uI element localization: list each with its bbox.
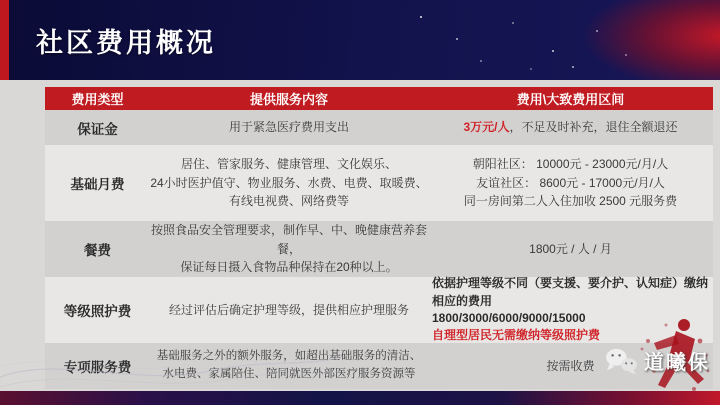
- service-line: 24小时医护值守、物业服务、水费、电费、取暖费、: [150, 175, 428, 190]
- service-content-cell: [150, 343, 428, 389]
- service-line: 居住、管家服务、健康管理、文化娱乐、: [180, 157, 397, 172]
- fee-range-cell: [428, 110, 713, 145]
- brand-name: 道曦保: [644, 352, 710, 374]
- fee-line: 1800元 / 人 / 月: [529, 241, 612, 256]
- star-dots-decoration: [420, 16, 422, 18]
- table-row: [45, 145, 713, 221]
- left-accent-bar: [0, 0, 9, 80]
- service-line: 有线电视费、网络费等: [228, 194, 349, 209]
- fee-line: 依据护理等级不同（要支援、要介护、认知症）缴纳相应的费用: [432, 276, 709, 308]
- bottom-bar: [0, 391, 720, 405]
- fee-range-cell: [428, 221, 713, 277]
- fee-line: 同一房间第二人入住加收 2500 元服务费: [463, 194, 678, 209]
- table-header-row: [45, 87, 713, 110]
- service-line: 基础服务之外的额外服务，如超出基础服务的清洁、水电费、家属陪住、陪同就医外部医疗服务资源等: [156, 350, 422, 380]
- service-content-cell: [150, 221, 428, 277]
- service-content-cell: [150, 277, 428, 343]
- fee-type-label: 餐费: [84, 243, 111, 258]
- fee-line: 1800/3000/6000/9000/15000: [432, 311, 586, 325]
- fee-line: 按需收费: [546, 358, 595, 373]
- service-line: 按照食品安全管理要求，制作早、中、晚健康营养套餐，: [150, 223, 427, 256]
- fee-text: ，不足及时补充，退住全额退还: [509, 120, 678, 135]
- wechat-icon: [604, 347, 638, 375]
- column-header-fee-range: 费用\大致费用区间: [516, 92, 625, 107]
- brand-row: [604, 346, 710, 375]
- fee-type-label: 专项服务费: [63, 360, 132, 375]
- service-line: 经过评估后确定护理等级，提供相应护理服务: [168, 302, 409, 317]
- fee-note-red: 自理型居民无需缴纳等级照护费: [432, 328, 601, 343]
- fee-type-label: 等级照护费: [63, 304, 132, 319]
- red-glow-decoration: [450, 0, 720, 80]
- fee-line: [463, 118, 677, 137]
- title-band: [0, 0, 720, 80]
- fee-range-cell: [428, 145, 713, 221]
- fee-highlight: 3万元/人: [463, 120, 510, 135]
- service-line: 用于紧急医疗费用支出: [228, 120, 349, 135]
- table-row: [45, 110, 713, 145]
- column-header-service-content: 提供服务内容: [249, 92, 328, 107]
- fee-type-label: 基础月费: [70, 177, 125, 192]
- service-content-cell: [150, 145, 428, 221]
- service-content-cell: [150, 110, 428, 145]
- fee-line: 友谊社区： 8600元 - 17000元/月/人: [476, 175, 665, 190]
- column-header-fee-type: 费用类型: [71, 92, 124, 107]
- fee-line: 朝阳社区： 10000元 - 23000元/月/人: [472, 157, 669, 172]
- page-title: 社区费用概况: [36, 27, 216, 58]
- fee-type-label: 保证金: [77, 121, 118, 137]
- service-line: 保证每日摄入食物品种保持在20种以上。: [180, 260, 398, 275]
- watermark: [584, 311, 714, 389]
- table-row: [45, 221, 713, 277]
